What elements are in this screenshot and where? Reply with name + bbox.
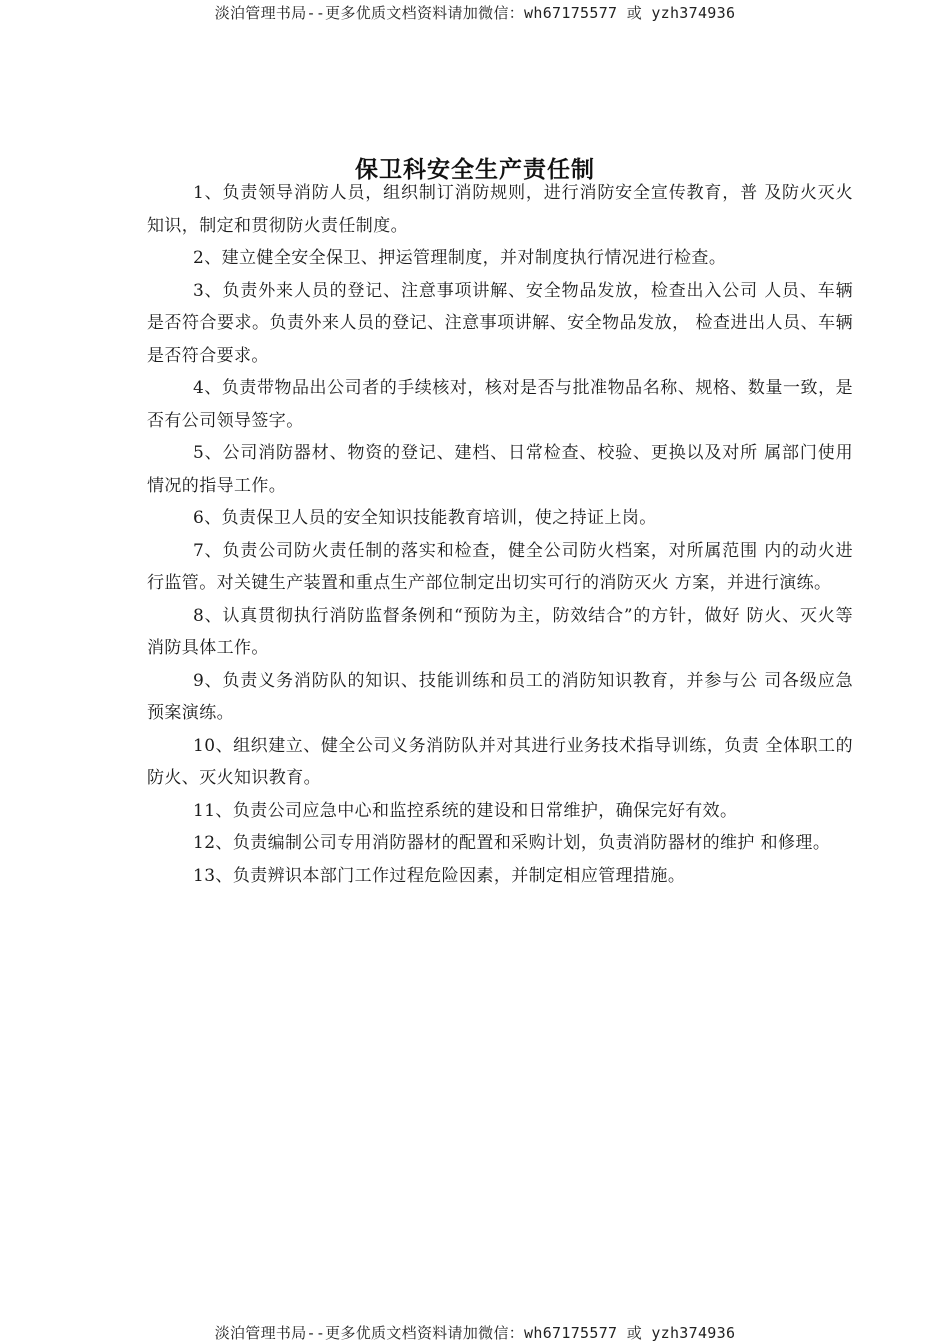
- header-watermark-note: 淡泊管理书局--更多优质文档资料请加微信：wh67175577 或 yzh374936: [214, 4, 736, 22]
- clause-10: 10、组织建立、健全公司义务消防队并对其进行业务技术指导训练，负责 全体职工的防火、灭火知识教育。: [147, 735, 853, 788]
- clause-9: 9、负责义务消防队的知识、技能训练和员工的消防知识教育，并参与公 司各级应急预案演练。: [147, 670, 853, 723]
- clause-2: 2、建立健全安全保卫、押运管理制度，并对制度执行情况进行检查。: [193, 248, 727, 268]
- clause-3: 3、负责外来人员的登记、注意事项讲解、安全物品发放，检查出入公司 人员、车辆是否符合要求。负责外来人员的登记、注意事项讲解、安全物品发放， 检查进出人员、车辆是否符合要求。: [147, 280, 853, 366]
- page-title: 保卫科安全生产责任制: [355, 157, 595, 184]
- footer-watermark-note: 淡泊管理书局--更多优质文档资料请加微信：wh67175577 或 yzh374936: [214, 1324, 736, 1342]
- clause-1: 1、负责领导消防人员，组织制订消防规则，进行消防安全宣传教育，普 及防火灭火知识，制定和贯彻防火责任制度。: [147, 183, 853, 236]
- clause-11: 11、负责公司应急中心和监控系统的建设和日常维护，确保完好有效。: [193, 800, 738, 821]
- clause-8: 8、认真贯彻执行消防监督条例和“预防为主，防效结合”的方针，做好 防火、灭火等消防具体工作。: [147, 605, 853, 658]
- clause-13: 13、负责辨识本部门工作过程危险因素，并制定相应管理措施。: [193, 865, 686, 886]
- clause-12: 12、负责编制公司专用消防器材的配置和采购计划，负责消防器材的维护 和修理。: [193, 833, 831, 853]
- clause-4: 4、负责带物品出公司者的手续核对，核对是否与批准物品名称、规格、数量一致，是否有公司领导签字。: [147, 378, 853, 431]
- clause-7: 7、负责公司防火责任制的落实和检查，健全公司防火档案，对所属范围 内的动火进行监管。对关键生产装置和重点生产部位制定出切实可行的消防灭火 方案，并进行演练。: [147, 540, 853, 593]
- clause-5: 5、公司消防器材、物资的登记、建档、日常检查、校验、更换以及对所 属部门使用情况的指导工作。: [147, 443, 853, 496]
- document-body: [147, 177, 853, 892]
- clause-6: 6、负责保卫人员的安全知识技能教育培训，使之持证上岗。: [193, 508, 657, 528]
